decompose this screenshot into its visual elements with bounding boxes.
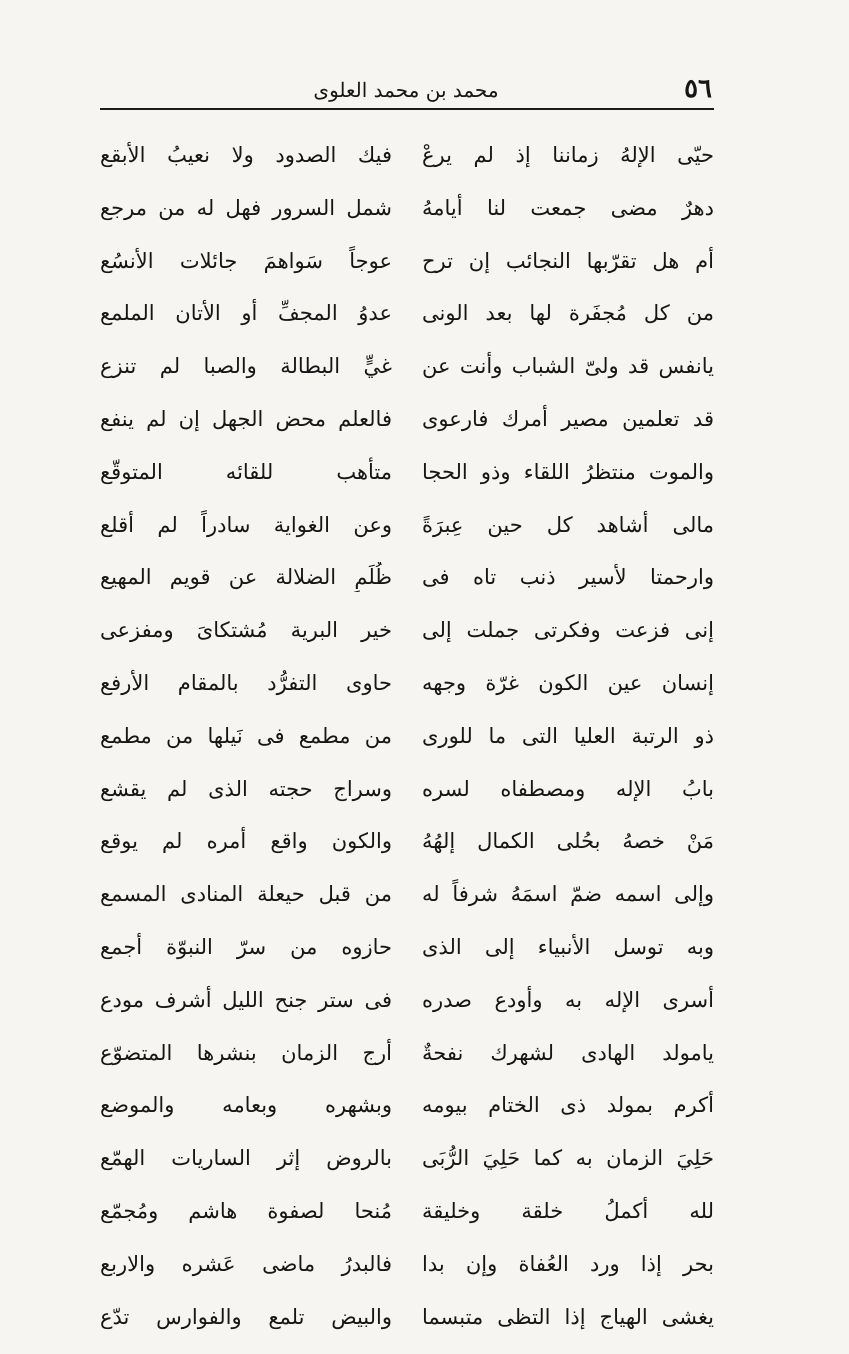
second-hemistich: من مطمع فى نَيلها من مطمع bbox=[100, 723, 392, 748]
verse bbox=[100, 721, 714, 774]
first-hemistich: مالى أشاهد كل حين عِبرَةً bbox=[422, 512, 714, 537]
verse bbox=[100, 1249, 714, 1302]
first-hemistich: يانفس قد ولىّ الشباب وأنت عن bbox=[422, 354, 714, 379]
verse bbox=[100, 1038, 714, 1091]
running-title: محمد بن محمد العلوى bbox=[313, 78, 499, 102]
verse bbox=[100, 140, 714, 193]
first-hemistich: وإلى اسمه ضمّ اسمَهُ شرفاً له bbox=[422, 882, 714, 907]
first-hemistich: إنسان عين الكون غرّة وجهه bbox=[422, 670, 714, 695]
first-hemistich: لله أكملُ خلقة وخليقة bbox=[422, 1198, 714, 1223]
verse bbox=[100, 404, 714, 457]
verse bbox=[100, 351, 714, 404]
verse bbox=[100, 985, 714, 1038]
second-hemistich: فيك الصدود ولا نعيبُ الأبقع bbox=[100, 143, 392, 167]
second-hemistich: من قبل حيعلة المنادى المسمع bbox=[100, 882, 392, 907]
first-hemistich: وارحمتا لأسير ذنب تاه فى bbox=[422, 565, 714, 590]
first-hemistich: حَلِيَ الزمان به كما حَلِيَ الرُّبَى bbox=[422, 1146, 714, 1171]
first-hemistich: أكرم بمولد ذى الختام بيومه bbox=[422, 1093, 714, 1118]
first-hemistich: والموت منتظرُ اللقاء وذو الحجا bbox=[422, 459, 714, 484]
second-hemistich: شمل السرور فهل له من مرجع bbox=[100, 195, 392, 220]
first-hemistich: أم هل تقرّبها النجائب إن ترح bbox=[422, 248, 714, 273]
first-hemistich: بابُ الإله ومصطفاه لسره bbox=[422, 776, 714, 801]
first-hemistich: يامولد الهادى لشهرك نفحةٌ bbox=[422, 1040, 714, 1065]
first-hemistich: ذو الرتبة العليا التى ما للورى bbox=[422, 723, 714, 748]
second-hemistich: فالبدرُ ماضى عَشره والاربع bbox=[100, 1251, 392, 1276]
verse bbox=[100, 826, 714, 879]
page-header bbox=[100, 74, 712, 108]
second-hemistich: والكون واقع أمره لم يوقع bbox=[100, 829, 392, 854]
verse bbox=[100, 879, 714, 932]
second-hemistich: وسراج حجته الذى لم يقشع bbox=[100, 776, 392, 801]
second-hemistich: أرج الزمان بنشرها المتضوّع bbox=[100, 1040, 392, 1065]
second-hemistich: وبشهره وبعامه والموضع bbox=[100, 1093, 392, 1118]
verse bbox=[100, 457, 714, 510]
second-hemistich: وعن الغواية سادراً لم أقلع bbox=[100, 512, 392, 537]
first-hemistich: دهرٌ مضى جمعت لنا أيامهُ bbox=[422, 195, 714, 220]
second-hemistich: حازوه من سرّ النبوّة أجمع bbox=[100, 934, 392, 959]
second-hemistich: غيٍّ البطالة والصبا لم تنزع bbox=[100, 354, 392, 379]
verse bbox=[100, 298, 714, 351]
verse bbox=[100, 246, 714, 299]
verse bbox=[100, 193, 714, 246]
second-hemistich: عدوُ المجفِّ أو الأتان الملمع bbox=[100, 301, 392, 326]
verse bbox=[100, 668, 714, 721]
first-hemistich: إنى فزعت وفكرتى جملت إلى bbox=[422, 618, 714, 643]
second-hemistich: حاوى التفرُّد بالمقام الأرفع bbox=[100, 670, 392, 695]
verse bbox=[100, 562, 714, 615]
second-hemistich: فالعلم محض الجهل إن لم ينفع bbox=[100, 406, 392, 431]
verse bbox=[100, 1302, 714, 1354]
verse bbox=[100, 510, 714, 563]
second-hemistich: والبيض تلمع والفوارس تدّع bbox=[100, 1304, 392, 1329]
first-hemistich: يغشى الهياج إذا التظى متبسما bbox=[422, 1304, 714, 1329]
verse bbox=[100, 1090, 714, 1143]
second-hemistich: بالروض إثر الساريات الهمّع bbox=[100, 1146, 392, 1171]
second-hemistich: ظُلَمِ الضلالة عن قويم المهيع bbox=[100, 565, 392, 590]
first-hemistich: وبه توسل الأنبياء إلى الذى bbox=[422, 934, 714, 959]
second-hemistich: مُنحا لصفوة هاشم ومُجمّع bbox=[100, 1198, 392, 1223]
page-number: ٥٦ bbox=[684, 74, 712, 104]
header-rule bbox=[100, 108, 714, 110]
first-hemistich: أسرى الإله به وأودع صدره bbox=[422, 987, 714, 1012]
first-hemistich: بحر إذا ورد العُفاة وإن بدا bbox=[422, 1251, 714, 1276]
verse bbox=[100, 1143, 714, 1196]
first-hemistich: مَنْ خصهُ بحُلى الكمال إلهُهُ bbox=[422, 829, 714, 854]
second-hemistich: عوجاً سَواهمَ جائلات الأنسُع bbox=[100, 248, 392, 273]
verse bbox=[100, 932, 714, 985]
first-hemistich: من كل مُجفَرة لها بعد الونى bbox=[422, 301, 714, 326]
verse bbox=[100, 615, 714, 668]
second-hemistich: متأهب للقائه المتوقّع bbox=[100, 459, 392, 484]
first-hemistich: حيّى الإلهُ زماننا إذ لم يرعْ bbox=[422, 143, 714, 167]
verse bbox=[100, 1196, 714, 1249]
first-hemistich: قد تعلمين مصير أمرك فارعوى bbox=[422, 406, 714, 431]
second-hemistich: خير البرية مُشتكاىَ ومفزعى bbox=[100, 618, 392, 643]
verse bbox=[100, 774, 714, 827]
second-hemistich: فى ستر جنح الليل أشرف مودع bbox=[100, 987, 392, 1012]
poem-body bbox=[100, 140, 714, 1354]
